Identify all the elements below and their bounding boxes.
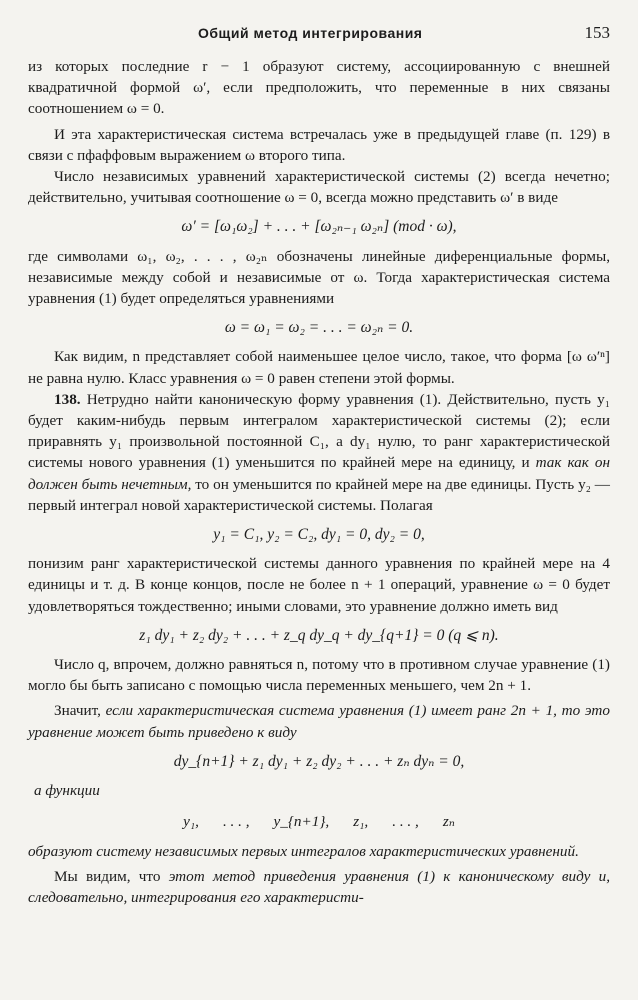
paragraph-7: понизим ранг характеристической системы данного уравнения по крайней мере на 4 единицы и т. д. В конце концов, после не более n + 1 операций, уравнение ω = 0 будет удовлетворяться тождественно; иными словами, это уравнение должно иметь вид bbox=[28, 555, 610, 615]
function-item: zₙ bbox=[442, 813, 455, 831]
paragraph-6-italic: так как он должен быть нечетным, bbox=[28, 454, 611, 493]
function-list bbox=[28, 811, 610, 832]
running-title: Общий метод интегрирования bbox=[198, 25, 423, 41]
paragraph-6-text-b: то он уменьшится по крайней мере на две единицы. Пусть y₂ — первый интеграл новой характеристической системы. Полагая bbox=[28, 475, 610, 514]
formula-characteristic-system: ω = ω₁ = ω₂ = . . . = ω₂ₙ = 0. bbox=[224, 319, 414, 337]
paragraph-9 bbox=[28, 700, 610, 742]
formula-canonical-form: dy_{n+1} + z₁ dy₁ + z₂ dy₂ + . . . + zₙ dyₙ = 0, bbox=[173, 752, 465, 770]
paragraph-11 bbox=[28, 841, 610, 862]
paragraph-3: Число независимых уравнений характеристической системы (2) всегда нечетно; действительно, учитывая соотношение ω = 0, всегда можно представить ω′ в виде bbox=[28, 168, 610, 207]
paragraph-9-text: Значит, bbox=[54, 702, 106, 720]
paragraph-6-text-a: Нетрудно найти каноническую форму уравнения (1). Действительно, пусть y₁ будет каким-нибудь первым интегралом характеристической системы (2); если приравнять y₁ произвольной постоянной C₁, а dy₁ нулю, то ранг характеристической системы нового уравнения (1) уменьшится по крайней мере на единицу, и bbox=[28, 390, 610, 472]
section-number: 138. bbox=[54, 390, 81, 408]
running-header bbox=[28, 22, 610, 56]
paragraph-10: а функции bbox=[34, 782, 100, 800]
book-page bbox=[28, 22, 610, 908]
formula-reduced-form: z₁ dy₁ + z₂ dy₂ + . . . + z_q dy_q + dy_{q+1} = 0 (q ⩽ n). bbox=[139, 626, 499, 644]
formula-omega-prime: ω′ = [ω₁ω₂] + . . . + [ω₂ₙ₋₁ ω₂ₙ] (mod · ω), bbox=[181, 218, 457, 236]
paragraph-8: Число q, впрочем, должно равняться n, потому что в противном случае уравнение (1) могло бы быть записано с помощью числа переменных меньшего, чем 2n + 1. bbox=[28, 656, 610, 695]
paragraph-11-italic: образуют систему независимых первых интегралов характеристических уравнений. bbox=[28, 842, 579, 860]
paragraph-1: из которых последние r − 1 образуют систему, ассоциированную с внешней квадратичной формой ω′, если предположить, что переменные в них связаны соотношением ω = 0. bbox=[28, 58, 610, 118]
paragraph-12-italic: этот метод приведения уравнения (1) к каноническому виду и, следовательно, интегрирования его характеристи- bbox=[28, 867, 610, 906]
function-item: . . . , bbox=[222, 813, 250, 831]
page-number: 153 bbox=[584, 23, 610, 42]
paragraph-5: Как видим, n представляет собой наименьшее целое число, такое, что форма [ω ω′ⁿ] не равна нулю. Класс уравнения ω = 0 равен степени этой формы. bbox=[28, 348, 610, 387]
paragraph-4: где символами ω₁, ω₂, . . . , ω₂ₙ обозначены линейные диференциальные формы, независимые между собой и независимые от ω. Тогда характеристическая система уравнения (1) будет определяться уравнениями bbox=[28, 247, 610, 308]
paragraph-2: И эта характеристическая система встречалась уже в предыдущей главе (п. 129) в связи с пфаффовым выражением ω второго типа. bbox=[28, 125, 610, 164]
function-item: . . . , bbox=[392, 813, 419, 831]
paragraph-12 bbox=[28, 866, 610, 908]
function-item: z₁, bbox=[353, 813, 369, 831]
paragraph-6 bbox=[28, 389, 610, 516]
paragraph-9-italic: если характеристическая система уравнения (1) имеет ранг 2n + 1, то это уравнение может быть приведено к виду bbox=[28, 702, 610, 741]
paragraph-12-text: Мы видим, что bbox=[54, 867, 169, 885]
formula-substitution: y₁ = C₁, y₂ = C₂, dy₁ = 0, dy₂ = 0, bbox=[213, 526, 425, 544]
function-item: y₁, bbox=[183, 813, 199, 831]
function-item: y_{n+1}, bbox=[273, 813, 330, 831]
